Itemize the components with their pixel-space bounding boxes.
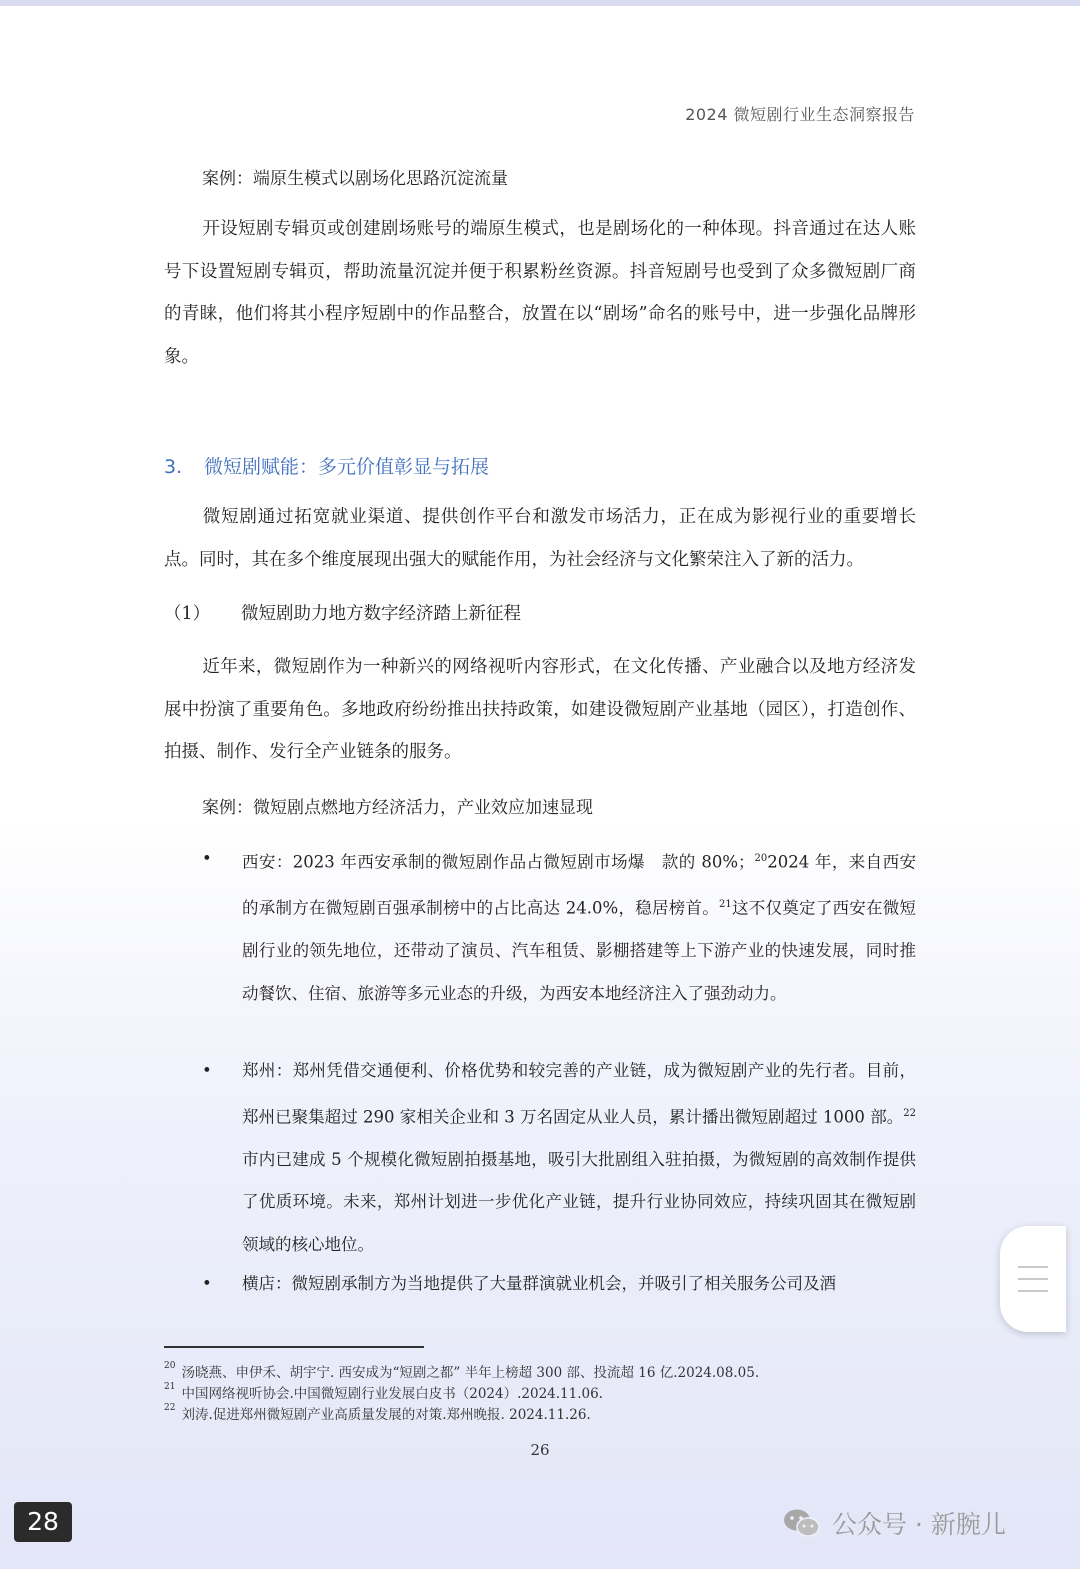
footnote-number: 22 <box>164 1403 176 1413</box>
section-heading <box>164 452 489 479</box>
paragraph-2-text: 微短剧通过拓宽就业渠道、提供创作平台和激发市场活力，正在成为影视行业的重要增长点。同时，其在多个维度展现出强大的赋能作用，为社会经济与文化繁荣注入了新的活力。 <box>164 507 916 570</box>
bullet-dot: • <box>202 849 212 868</box>
bullet-xian-part-c: 这不仅奠定了西安在微短剧行业的领先地位，还带动了演员、汽车租赁、影棚搭建等上下游产业的快速发展，同时推动餐饮、住宿、旅游等多元业态的升级，为西安本地经济注入了强劲动力。 <box>242 898 916 1003</box>
bullet-zhengzhou <box>202 1050 916 1266</box>
paragraph-3 <box>164 646 916 774</box>
handle-line <box>1018 1290 1048 1292</box>
section-number: 3. <box>164 456 183 478</box>
footnote-21 <box>164 1382 603 1402</box>
bullet-text: 横店：微短剧承制方为当地提供了大量群演就业机会，并吸引了相关服务公司及酒 <box>242 1274 836 1293</box>
footnote-22 <box>164 1403 591 1423</box>
footnote-text: 中国网络视听协会.中国微短剧行业发展白皮书（2024）.2024.11.06. <box>181 1386 603 1402</box>
footnote-ref-21: 21 <box>718 899 732 910</box>
screen-page-badge: 28 <box>14 1502 72 1542</box>
bullet-text <box>242 1050 916 1266</box>
subheading-title: 微短剧助力地方数字经济踏上新征程 <box>241 604 521 624</box>
handle-line <box>1018 1278 1048 1280</box>
footnote-ref-22: 22 <box>903 1107 916 1119</box>
bullet-dot: • <box>202 1274 212 1293</box>
bullet-zhengzhou-part-b: 市内已建成 5 个规模化微短剧拍摄基地，吸引大批剧组入驻拍摄，为微短剧的高效制作提供了优质环境。未来，郑州计划进一步优化产业链，提升行业协同效应，持续巩固其在微短剧领域的核心地位。 <box>242 1149 916 1254</box>
top-edge <box>0 0 1080 6</box>
bullet-dot: • <box>202 1061 212 1080</box>
footnote-number: 21 <box>164 1382 176 1392</box>
page-number: 26 <box>530 1441 550 1459</box>
paragraph-3-text: 近年来，微短剧作为一种新兴的网络视听内容形式，在文化传播、产业融合以及地方经济发展中扮演了重要角色。多地政府纷纷推出扶持政策，如建设微短剧产业基地（园区），打造创作、拍摄、制作、发行全产业链条的服务。 <box>164 657 916 762</box>
footnote-ref-20: 20 <box>754 853 768 864</box>
footnote-text: 刘涛.促进郑州微短剧产业高质量发展的对策.郑州晚报. 2024.11.26. <box>181 1407 591 1423</box>
subheading <box>164 600 521 625</box>
case-title-2: 案例：微短剧点燃地方经济活力，产业效应加速显现 <box>202 798 593 818</box>
subheading-number: （1） <box>164 604 211 624</box>
paragraph-2 <box>164 496 916 581</box>
bullet-xian-part-a: 西安：2023 年西安承制的微短剧作品占微短剧市场爆 款的 80%； <box>242 852 755 872</box>
handle-line <box>1018 1266 1048 1268</box>
footnote-number: 20 <box>164 1361 176 1371</box>
section-title: 微短剧赋能：多元价值彰显与拓展 <box>204 456 490 478</box>
bullet-xian <box>202 838 916 1015</box>
bullet-hengdian <box>202 1263 916 1306</box>
case-title-1: 案例：端原生模式以剧场化思路沉淀流量 <box>202 169 508 189</box>
bullet-zhengzhou-part-a: 郑州：郑州凭借交通便利、价格优势和较完善的产业链，成为微短剧产业的先行者。目前，郑州已聚集超过 290 家相关企业和 3 万名固定从业人员，累计播出微短剧超过 1000 部。 <box>242 1061 916 1126</box>
paragraph-1 <box>164 208 916 378</box>
bullet-xian-part-b: 2024 年，来自西安的承制方在微短剧百强承制榜中的占比高达 24.0%，稳居榜首。 <box>242 852 916 918</box>
watermark <box>782 1505 1006 1541</box>
report-header: 2024 微短剧行业生态洞察报告 <box>685 105 915 124</box>
footnote-20 <box>164 1361 759 1381</box>
footnote-divider <box>164 1346 424 1348</box>
wechat-icon <box>782 1507 822 1539</box>
bullet-text <box>242 838 916 1015</box>
footnote-text: 汤晓燕、申伊禾、胡宇宁. 西安成为“短剧之都” 半年上榜超 300 部、投流超 16 亿.2024.08.05. <box>181 1365 760 1381</box>
paragraph-1-text: 开设短剧专辑页或创建剧场账号的端原生模式，也是剧场化的一种体现。抖音通过在达人账号下设置短剧专辑页，帮助流量沉淀并便于积累粉丝资源。抖音短剧号也受到了众多微短剧厂商的青睐，他们将其小程序短剧中的作品整合，放置在以“剧场”命名的账号中，进一步强化品牌形象。 <box>164 219 916 367</box>
watermark-text: 公众号 · 新腕儿 <box>832 1510 1006 1539</box>
side-panel-handle[interactable] <box>1000 1226 1066 1332</box>
